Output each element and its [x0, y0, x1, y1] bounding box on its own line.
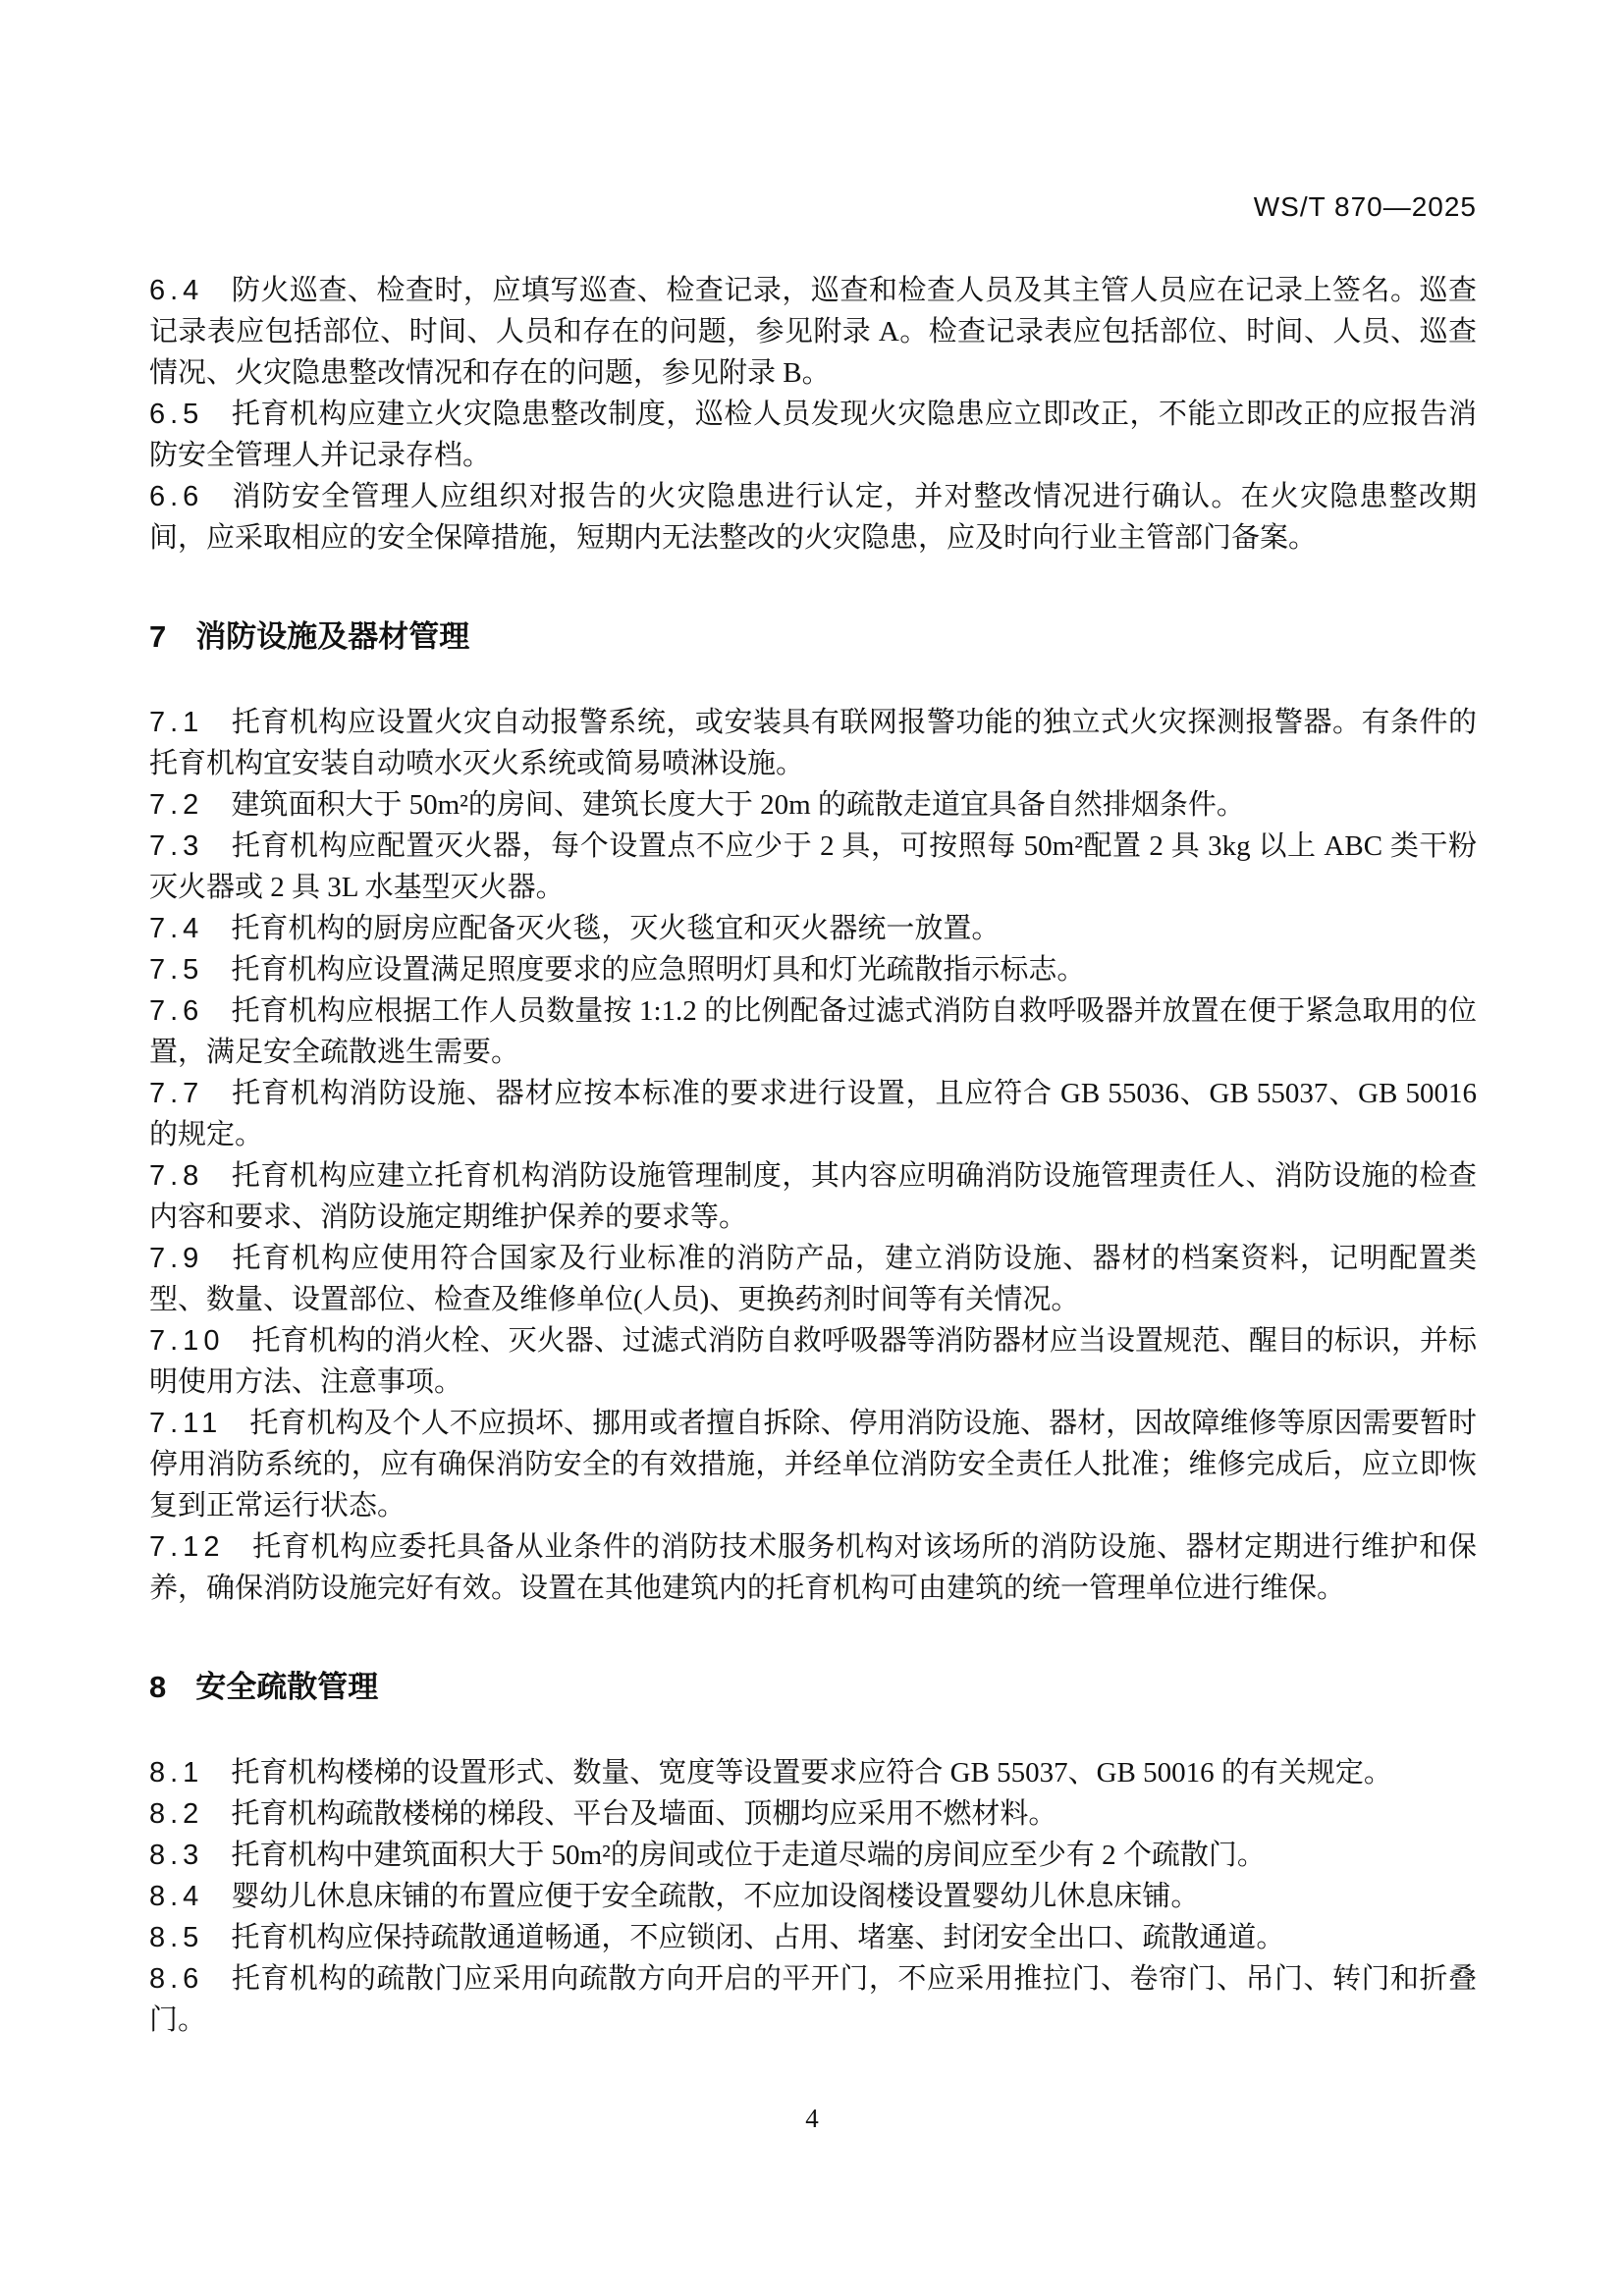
- clause-text: 托育机构消防设施、器材应按本标准的要求进行设置，且应符合 GB 55036、GB 55037、GB 50016 的规定。: [149, 1078, 1477, 1150]
- clause-number: 7.3: [149, 830, 204, 862]
- section-title: 安全疏散管理: [195, 1670, 379, 1704]
- clause-text: 托育机构应建立火灾隐患整改制度，巡检人员发现火灾隐患应立即改正，不能立即改正的应报告消防安全管理人并记录存档。: [149, 399, 1477, 471]
- clause-text: 托育机构应设置火灾自动报警系统，或安装具有联网报警功能的独立式火灾探测报警器。有条件的托育机构宜安装自动喷水灭火系统或简易喷淋设施。: [149, 707, 1477, 779]
- clause-paragraph: [149, 826, 1477, 908]
- clause-number: 8.5: [149, 1922, 204, 1953]
- clause-paragraph: [149, 1238, 1477, 1320]
- clause-text: 托育机构应建立托育机构消防设施管理制度，其内容应明确消防设施管理责任人、消防设施的检查内容和要求、消防设施定期维护保养的要求等。: [149, 1160, 1477, 1233]
- clause-number: 7.7: [149, 1078, 204, 1109]
- clause-number: 7.10: [149, 1325, 225, 1357]
- clause-number: 7.11: [149, 1408, 223, 1439]
- clause-paragraph: [149, 1958, 1477, 2041]
- clause-paragraph: [149, 908, 1477, 949]
- clause-paragraph: [149, 1320, 1477, 1403]
- clause-paragraph: [149, 394, 1477, 476]
- clause-number: 8.1: [149, 1757, 204, 1789]
- clause-number: 7.8: [149, 1160, 204, 1192]
- clause-paragraph: [149, 1835, 1477, 1876]
- clause-paragraph: [149, 1155, 1477, 1238]
- clause-paragraph: [149, 1917, 1477, 1958]
- clause-text: 托育机构应委托具备从业条件的消防技术服务机构对该场所的消防设施、器材定期进行维护和保养，确保消防设施完好有效。设置在其他建筑内的托育机构可由建筑的统一管理单位进行维保。: [149, 1531, 1477, 1604]
- section-number: 7: [149, 619, 169, 654]
- clause-text: 托育机构的消火栓、灭火器、过滤式消防自救呼吸器等消防器材应当设置规范、醒目的标识，并标明使用方法、注意事项。: [149, 1325, 1477, 1398]
- clause-paragraph: [149, 784, 1477, 826]
- clause-number: 7.2: [149, 789, 204, 821]
- clause-text: 托育机构中建筑面积大于 50m²的房间或位于走道尽端的房间应至少有 2 个疏散门。: [231, 1840, 1266, 1871]
- clause-paragraph: [149, 1403, 1477, 1526]
- clause-number: 7.1: [149, 707, 204, 738]
- clause-number: 8.4: [149, 1881, 204, 1912]
- clause-text: 托育机构楼梯的设置形式、数量、宽度等设置要求应符合 GB 55037、GB 50016 的有关规定。: [231, 1757, 1392, 1789]
- clause-text: 消防安全管理人应组织对报告的火灾隐患进行认定，并对整改情况进行确认。在火灾隐患整改期间，应采取相应的安全保障措施，短期内无法整改的火灾隐患，应及时向行业主管部门备案。: [149, 481, 1477, 554]
- clause-text: 托育机构的厨房应配备灭火毯，灭火毯宜和灭火器统一放置。: [231, 913, 1001, 944]
- clause-number: 6.5: [149, 399, 204, 430]
- clause-paragraph: [149, 990, 1477, 1073]
- section-number: 8: [149, 1670, 169, 1704]
- page-number: 4: [805, 2104, 819, 2133]
- clause-text: 建筑面积大于 50m²的房间、建筑长度大于 20m 的疏散走道宜具备自然排烟条件。: [231, 789, 1245, 821]
- section-heading: [149, 615, 1477, 659]
- section-heading: [149, 1666, 1477, 1709]
- clause-paragraph: [149, 1793, 1477, 1835]
- clause-text: 托育机构应设置满足照度要求的应急照明灯具和灯光疏散指示标志。: [231, 954, 1086, 986]
- clause-number: 7.6: [149, 995, 204, 1027]
- clause-paragraph: [149, 949, 1477, 990]
- clause-number: 6.4: [149, 275, 204, 306]
- clause-text: 托育机构及个人不应损坏、挪用或者擅自拆除、停用消防设施、器材，因故障维修等原因需要暂时停用消防系统的，应有确保消防安全的有效措施，并经单位消防安全责任人批准；维修完成后，应立即恢复到正常运行状态。: [149, 1408, 1477, 1522]
- clause-paragraph: [149, 476, 1477, 559]
- clause-text: 托育机构应配置灭火器，每个设置点不应少于 2 具，可按照每 50m²配置 2 具 3kg 以上 ABC 类干粉灭火器或 2 具 3L 水基型灭火器。: [149, 830, 1477, 903]
- clause-text: 防火巡查、检查时，应填写巡查、检查记录，巡查和检查人员及其主管人员应在记录上签名。巡查记录表应包括部位、时间、人员和存在的问题，参见附录 A。检查记录表应包括部位、时间、人员、巡查情况、火灾隐患整改情况和存在的问题，参见附录 B。: [149, 275, 1477, 389]
- clause-number: 7.9: [149, 1243, 204, 1274]
- section-title: 消防设施及器材管理: [195, 619, 470, 654]
- clause-text: 托育机构疏散楼梯的梯段、平台及墙面、顶棚均应采用不燃材料。: [231, 1798, 1057, 1830]
- clause-text: 婴幼儿休息床铺的布置应便于安全疏散，不应加设阁楼设置婴幼儿休息床铺。: [231, 1881, 1200, 1912]
- clause-text: 托育机构的疏散门应采用向疏散方向开启的平开门，不应采用推拉门、卷帘门、吊门、转门和折叠门。: [149, 1963, 1477, 2036]
- clause-text: 托育机构应根据工作人员数量按 1:1.2 的比例配备过滤式消防自救呼吸器并放置在便于紧急取用的位置，满足安全疏散逃生需要。: [149, 995, 1477, 1068]
- clause-number: 6.6: [149, 481, 204, 512]
- clause-number: 7.5: [149, 954, 204, 986]
- document-body: [149, 270, 1477, 2041]
- clause-number: 8.6: [149, 1963, 204, 1995]
- clause-number: 7.12: [149, 1531, 225, 1563]
- clause-text: 托育机构应使用符合国家及行业标准的消防产品，建立消防设施、器材的档案资料，记明配置类型、数量、设置部位、检查及维修单位(人员)、更换药剂时间等有关情况。: [149, 1243, 1477, 1315]
- clause-paragraph: [149, 702, 1477, 784]
- clause-number: 7.4: [149, 913, 204, 944]
- clause-number: 8.2: [149, 1798, 204, 1830]
- clause-paragraph: [149, 270, 1477, 394]
- clause-paragraph: [149, 1526, 1477, 1609]
- clause-paragraph: [149, 1073, 1477, 1155]
- clause-paragraph: [149, 1876, 1477, 1917]
- clause-paragraph: [149, 1752, 1477, 1793]
- document-code: WS/T 870—2025: [1253, 191, 1477, 222]
- clause-number: 8.3: [149, 1840, 204, 1871]
- clause-text: 托育机构应保持疏散通道畅通，不应锁闭、占用、堵塞、封闭安全出口、疏散通道。: [231, 1922, 1285, 1953]
